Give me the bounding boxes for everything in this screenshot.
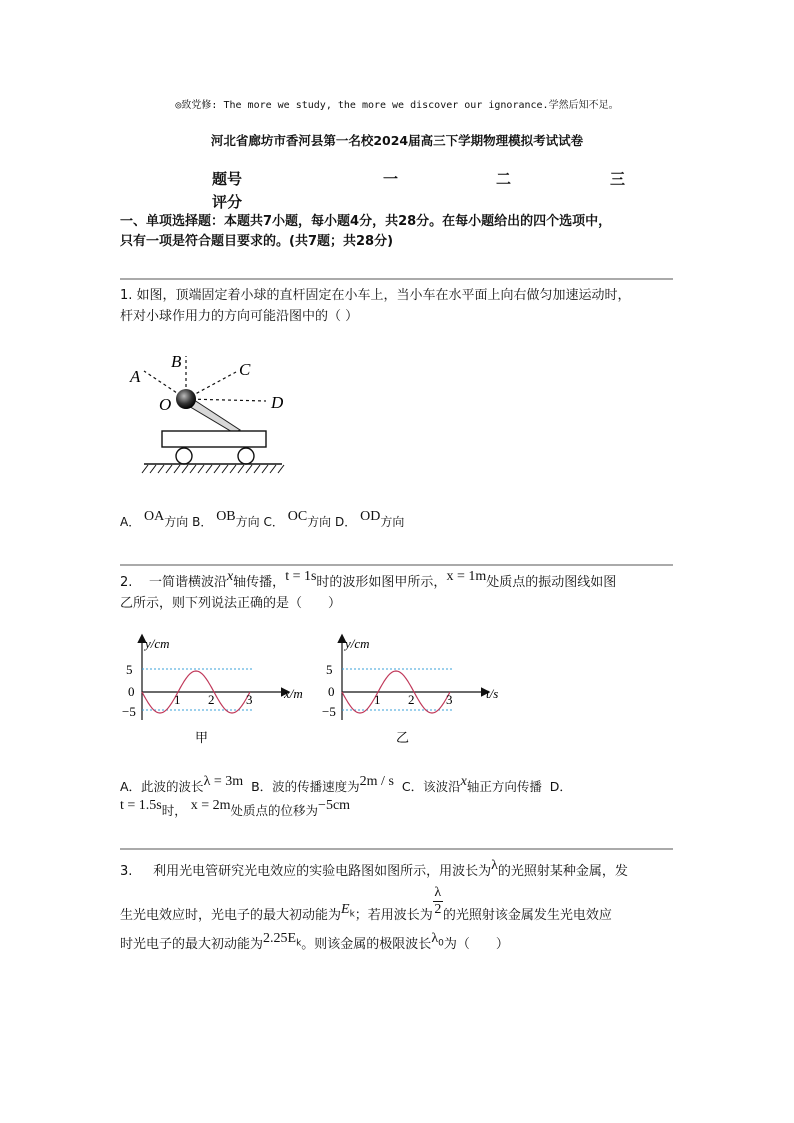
q1-opt-a-suffix: 方向 <box>164 515 189 529</box>
q3-frac-num: λ <box>434 885 442 900</box>
line-od <box>186 399 266 401</box>
motto: ◎致党修: The more we study, the more we discover our ignorance.学然后知不足。 <box>175 100 619 111</box>
q2-x: x <box>226 569 234 584</box>
q3-num: 3. <box>120 864 133 879</box>
q2-graph-a <box>120 630 310 748</box>
ytick-5: 5 <box>326 662 333 677</box>
q2-line2: 乙所示，则下列说法正确的是（ ） <box>120 596 342 611</box>
q1-opt-d-expr: OD <box>360 509 381 524</box>
q1-options <box>120 509 676 533</box>
divider-q3 <box>120 848 673 850</box>
q2-opt-a: A．此波的波长 <box>120 779 204 794</box>
ytick-neg5: −5 <box>122 704 136 719</box>
q2-opt-a-eq: λ = 3m <box>203 774 244 789</box>
q3-lambda0: λ <box>431 930 439 946</box>
q1-opt-b-expr: OB <box>216 509 236 524</box>
q1-line1: 1. 如图，顶端固定着小球的直杆固定在小车上，当小车在水平面上向右做匀加速运动时， <box>120 288 631 303</box>
q3-ek: E <box>341 902 350 917</box>
q3-ek2: 2.25E <box>263 930 297 946</box>
q2-text-2: 轴传播， <box>233 575 286 590</box>
xlabel: t/s <box>486 686 499 701</box>
grade-label: 评分 <box>212 193 243 211</box>
xtick-2: 2 <box>408 692 415 707</box>
q2-opt-d-key: D． <box>549 779 572 794</box>
q1-opt-a-key: A． <box>120 515 141 529</box>
section-heading <box>120 212 680 252</box>
divider-q1 <box>120 278 673 280</box>
q2-time-eq: t = 1s <box>285 569 317 584</box>
label-d: D <box>271 393 284 412</box>
q1-opt-d-suffix: 方向 <box>380 515 405 529</box>
q2-opt-c-x: x <box>460 774 467 789</box>
q2-opt-b: B．波的传播速度为 <box>251 779 360 794</box>
q1-opt-d-key: D． <box>335 515 357 529</box>
q3-text-8: 为（ ） <box>443 936 509 952</box>
q2-text-4: 处质点的振动图线如图 <box>486 575 617 590</box>
ytick-5: 5 <box>126 662 133 677</box>
label-c: C <box>239 360 251 379</box>
question-2 <box>120 569 676 614</box>
q2-num: 2. <box>120 575 133 590</box>
q2-opt-c-post: 轴正方向传播 <box>466 779 542 794</box>
q1-opt-c-key: C． <box>263 515 284 529</box>
xtick-3: 3 <box>246 692 253 707</box>
q3-text-7: 。则该金属的极限波长 <box>301 936 432 952</box>
xtick-2: 2 <box>208 692 215 707</box>
q2-opt-b-eq: 2m / s <box>359 774 394 789</box>
ytick-0: 0 <box>128 684 135 699</box>
q2-opt-d-eq: t = 1.5s <box>120 798 162 813</box>
question-1 <box>120 285 676 327</box>
label-o: O <box>159 395 172 414</box>
q3-ek2-sub: k <box>296 938 302 949</box>
q2-opt-d-pos: x = 2m <box>190 798 231 813</box>
q1-line2: 杆对小球作用力的方向可能沿图中的（ ） <box>120 309 359 324</box>
q2-text-1: 一简谐横波沿 <box>148 575 227 590</box>
cart-body <box>162 431 266 447</box>
q3-text-2: 的光照射某种金属，发 <box>497 864 628 879</box>
q1-opt-a-expr: OA <box>144 509 165 524</box>
xtick-1: 1 <box>174 692 181 707</box>
xlabel: x/m <box>284 686 303 701</box>
xtick-3: 3 <box>446 692 453 707</box>
q3-text-3: 生光电效应时，光电子的最大初动能为 <box>120 908 342 923</box>
q2-options <box>120 775 676 823</box>
q2-opt-d-val: −5cm <box>318 798 351 813</box>
q3-lambda: λ <box>491 858 498 873</box>
divider-q2 <box>120 564 673 566</box>
ytick-0: 0 <box>328 684 335 699</box>
caption: 乙 <box>396 730 410 745</box>
q2-opt-c: C．该波沿 <box>401 779 461 794</box>
q1-cart-figure <box>120 340 300 480</box>
q2-opt-d-text: 处质点的位移为 <box>230 803 319 818</box>
score-col-1: 一 <box>383 170 399 188</box>
q3-text-1: 利用光电管研究光电效应的实验电路图如图所示，用波长为 <box>153 864 492 879</box>
score-col-3: 三 <box>610 170 626 188</box>
section-heading-line2: 只有一项是符合题目要求的。(共7题；共28分) <box>120 234 394 249</box>
q1-opt-b-key: B． <box>192 515 213 529</box>
q2-opt-d-mid: 时， <box>161 803 187 818</box>
q3-ek-sub: k <box>349 909 355 920</box>
label-b: B <box>171 352 182 371</box>
q3-text-5: 的光照射该金属发生光电效应 <box>442 908 612 923</box>
label-a: A <box>130 367 141 386</box>
q1-opt-c-expr: OC <box>287 509 308 524</box>
ylabel: y/cm <box>345 636 370 651</box>
ylabel: y/cm <box>145 636 170 651</box>
q3-text-6: 时光电子的最大初动能为 <box>120 936 264 952</box>
score-col-2: 二 <box>496 170 512 188</box>
q2-graph-b <box>320 630 510 748</box>
q3-frac-den: 2 <box>434 902 442 917</box>
caption: 甲 <box>195 730 209 745</box>
q3-lambda0-sub: 0 <box>438 938 444 949</box>
question-3 <box>120 858 676 963</box>
ytick-neg5: −5 <box>322 704 336 719</box>
q2-pos-eq: x = 1m <box>446 569 487 584</box>
q2-text-3: 时的波形如图甲所示， <box>316 575 447 590</box>
xtick-1: 1 <box>374 692 381 707</box>
q3-fraction <box>433 886 443 917</box>
section-heading-line1: 一、单项选择题：本题共7小题，每小题4分，共28分。在每小题给出的四个选项中， <box>120 214 612 229</box>
wheel-right <box>238 448 254 464</box>
wheel-left <box>176 448 192 464</box>
q3-text-4: ；若用波长为 <box>354 908 433 923</box>
exam-title: 河北省廊坊市香河县第一名校2024届高三下学期物理模拟考试试卷 <box>210 133 584 148</box>
score-label: 题号 <box>212 170 243 188</box>
q1-opt-b-suffix: 方向 <box>235 515 260 529</box>
ball <box>176 389 196 409</box>
q1-opt-c-suffix: 方向 <box>307 515 332 529</box>
